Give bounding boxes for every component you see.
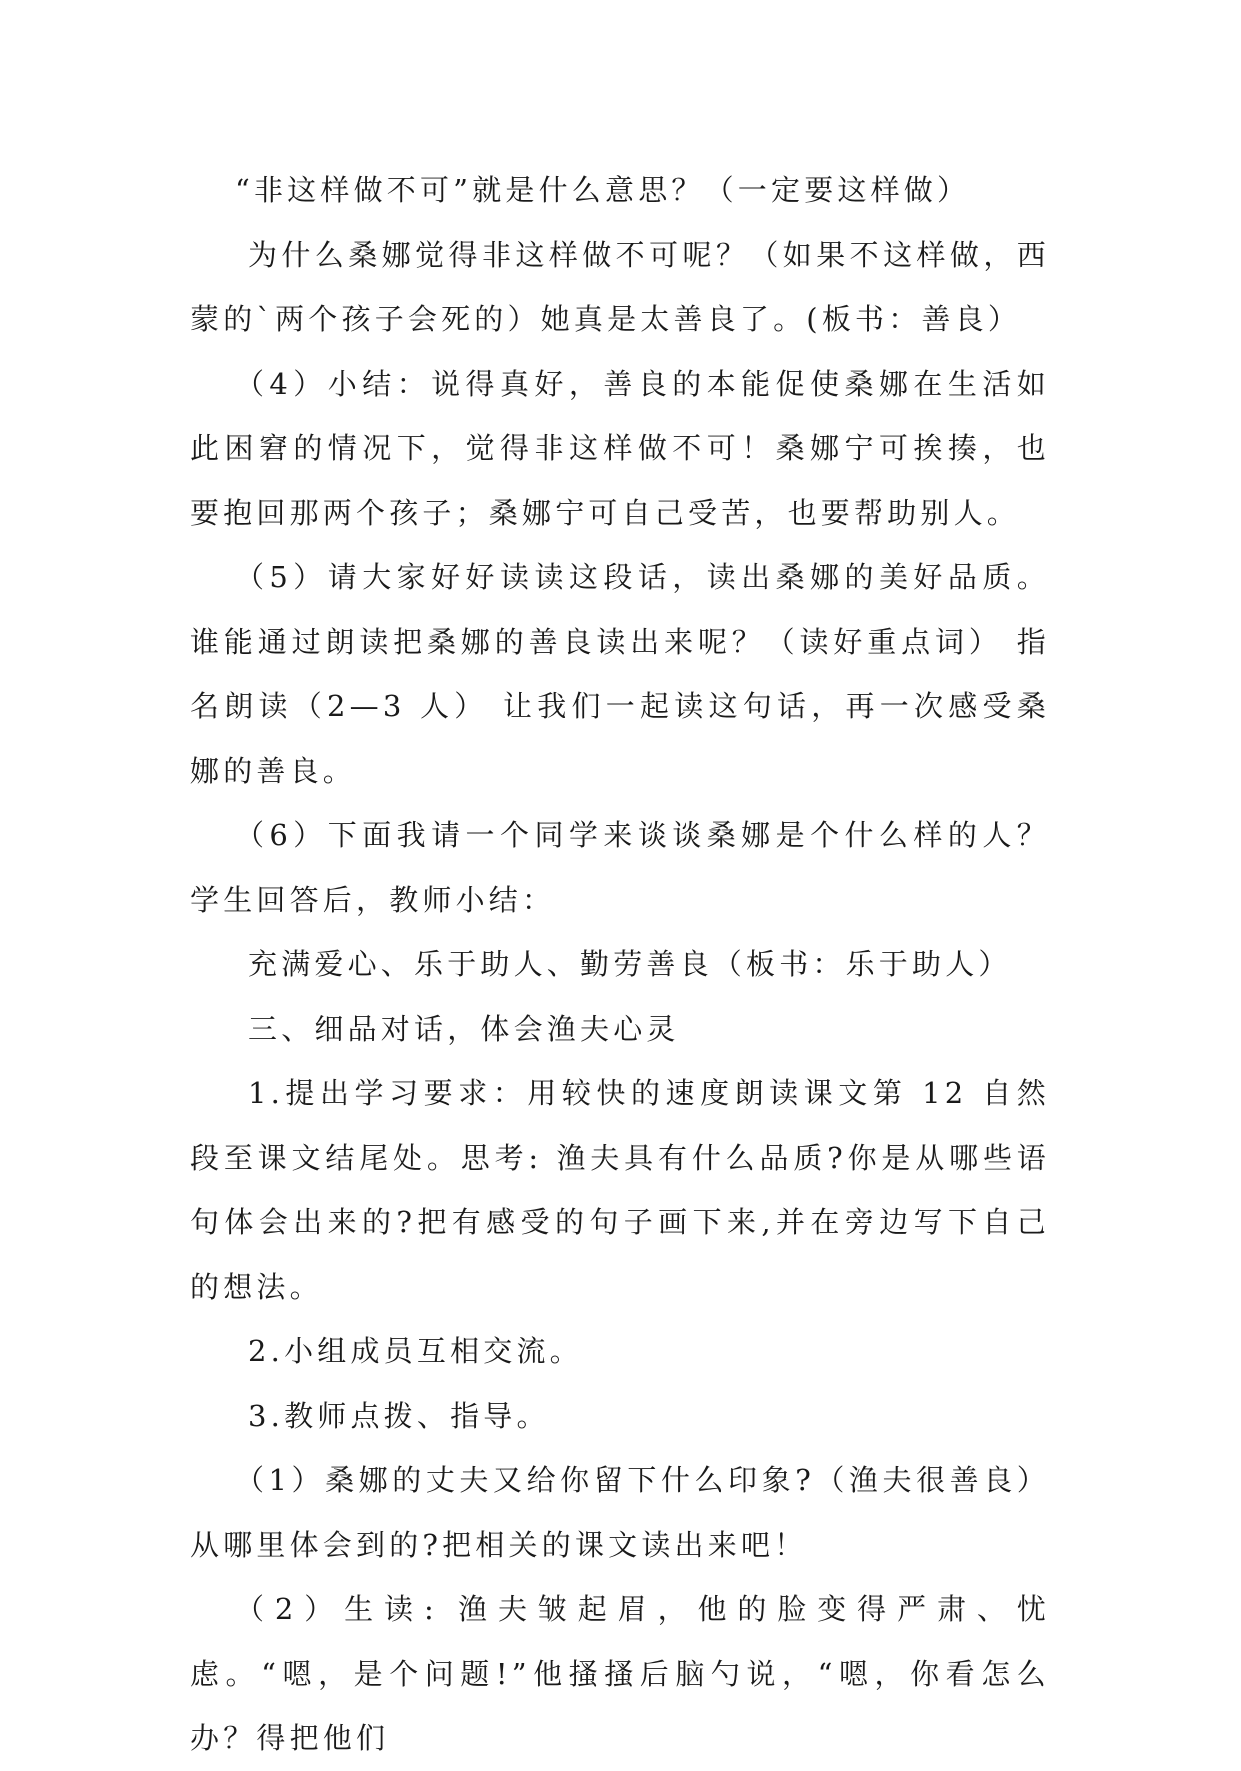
paragraph-reading-5: （5）请大家好好读读这段话，读出桑娜的美好品质。谁能通过朗读把桑娜的善良读出来呢？（读好重点词） 指名朗读（2—3 人） 让我们一起读这句话，再一次感受桑娜的善良。	[190, 560, 1050, 788]
paragraph-discussion-6: （6）下面我请一个同学来谈谈桑娜是个什么样的人？学生回答后，教师小结：	[190, 818, 1050, 917]
paragraph-fisherman-2: （2）生读: 渔夫皱起眉，他的脸变得严肃、忧虑。“嗯，是个问题!”他搔搔后脑勺说，“嗯，你看怎么办？得把他们	[190, 1592, 1050, 1755]
document-body	[190, 158, 1050, 1771]
paragraph-fisherman-1: （1）桑娜的丈夫又给你留下什么印象?（渔夫很善良）从哪里体会到的?把相关的课文读出来吧！	[190, 1463, 1050, 1562]
paragraph-meaning-question: “非这样做不可”就是什么意思？（一定要这样做）	[234, 173, 971, 207]
paragraph-teacher-summary: 充满爱心、乐于助人、勤劳善良（板书：乐于助人）	[248, 947, 1012, 981]
section-heading-three: 三、细品对话，体会渔夫心灵	[248, 1011, 680, 1046]
paragraph-step-3: 3.教师点拨、指导。	[248, 1398, 550, 1433]
paragraph-summary-4: （4）小结：说得真好，善良的本能促使桑娜在生活如此困窘的情况下，觉得非这样做不可！桑娜宁可挨揍，也要抱回那两个孩子；桑娜宁可自己受苦，也要帮助别人。	[190, 366, 1050, 530]
paragraph-step-2: 2.小组成员互相交流。	[248, 1334, 583, 1368]
paragraph-why-question: 为什么桑娜觉得非这样做不可呢？（如果不这样做，西蒙的`两个孩子会死的）她真是太善良了。(板书：善良）	[190, 237, 1050, 336]
paragraph-step-1: 1.提出学习要求：用较快的速度朗读课文第 12 自然段至课文结尾处。思考: 渔夫具有什么品质?你是从哪些语句体会出来的?把有感受的句子画下来,并在旁边写下自己的想法。	[190, 1076, 1050, 1304]
